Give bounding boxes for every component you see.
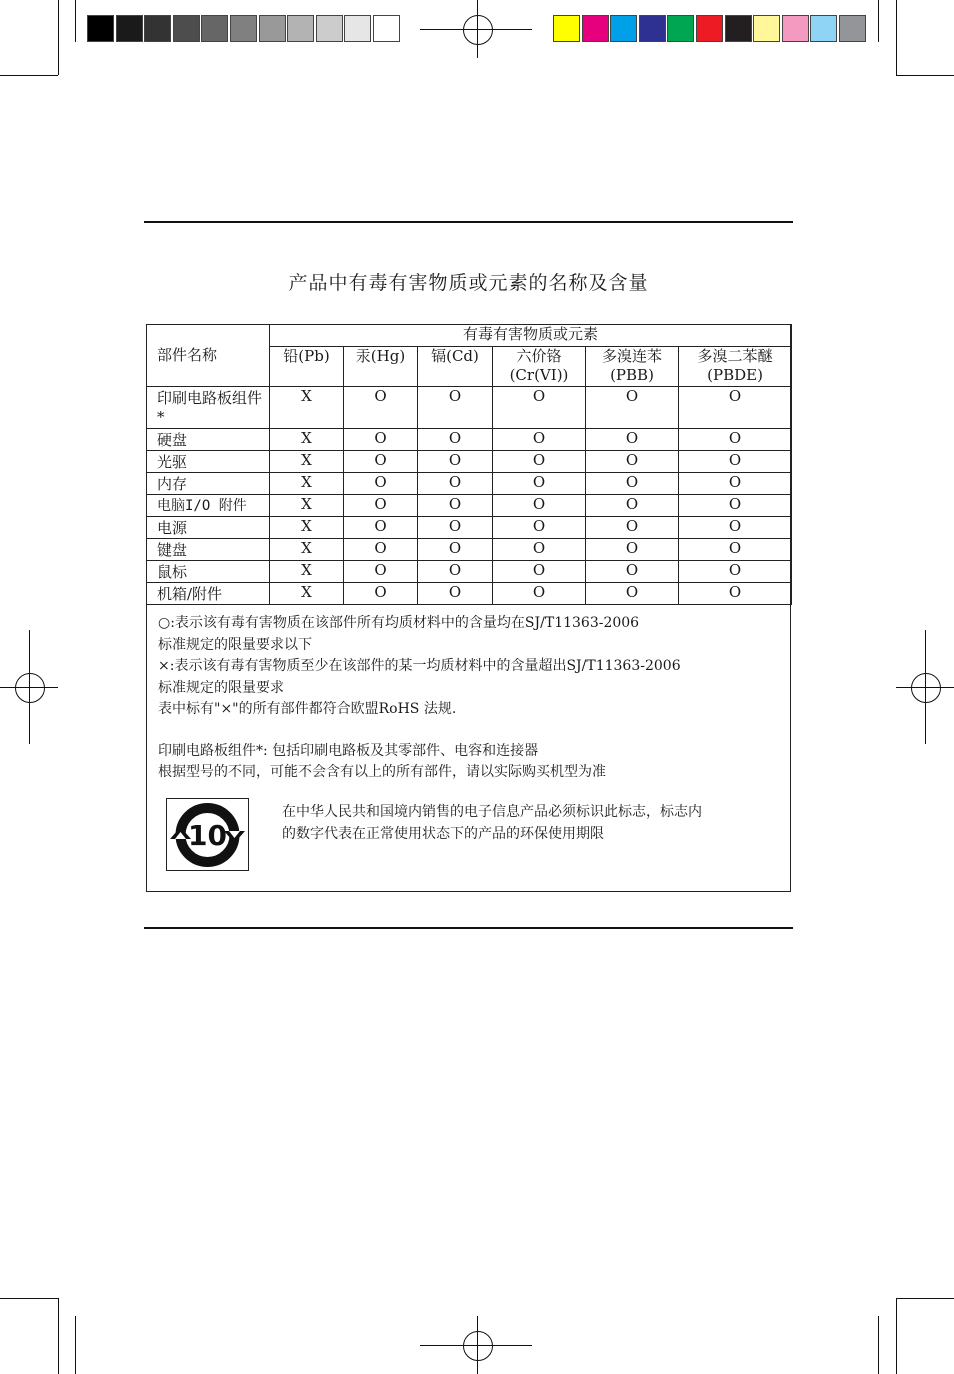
substance-value-cell: O [418,561,493,583]
registration-target-icon [463,15,493,45]
part-name-cell: 键盘 [147,539,270,561]
hazardous-substances-table [146,324,792,605]
page-title: 产品中有毒有害物质或元素的名称及含量 [288,272,649,294]
substance-value-cell: O [418,387,493,429]
substance-value-cell: O [344,517,418,539]
substance-value-cell: O [586,561,679,583]
substance-value-cell: O [586,517,679,539]
substance-header [344,347,418,387]
crop-mark [75,0,76,42]
table-row [147,495,792,517]
substance-value-cell: O [586,473,679,495]
table-row [147,387,792,429]
efup-text-line: 在中华人民共和国境内销售的电子信息产品必须标识此标志，标志内 [282,804,702,820]
substance-value-cell: X [270,473,344,495]
substance-value-cell: X [270,517,344,539]
gray-swatch [230,15,257,42]
substance-value-cell: O [344,387,418,429]
table-row [147,429,792,451]
gray-swatch [287,15,314,42]
substance-value-cell: O [586,429,679,451]
substance-symbol: (PBDE) [707,366,763,384]
substance-value-cell: O [493,539,586,561]
note-line: ○:表示该有毒有害物质在该部件所有均质材料中的含量均在SJ/T11363-2006 [158,615,640,631]
logo-number: 10 [188,819,227,852]
gray-swatch [144,15,171,42]
color-swatch [667,15,694,42]
part-name-cell: 内存 [147,473,270,495]
part-name-cell: 光驱 [147,451,270,473]
part-name-cell: 鼠标 [147,561,270,583]
substance-header [586,347,679,387]
substance-symbol: (PBB) [610,366,654,384]
substance-value-cell: O [344,539,418,561]
spacer [158,721,783,741]
substance-value-cell: O [586,387,679,429]
substance-header [679,347,792,387]
table-row [147,451,792,473]
gray-swatch [316,15,343,42]
substance-value-cell: X [270,583,344,605]
legend-notes [158,613,783,721]
substance-value-cell: O [493,517,586,539]
substance-header [270,347,344,387]
substance-name: 镉(Cd) [431,347,479,365]
part-name-header: 部件名称 [147,325,270,387]
gray-swatch [259,15,286,42]
substance-name: 六价铬 [516,347,562,365]
gray-swatch [116,15,143,42]
part-name-cell: 硬盘 [147,429,270,451]
substance-value-cell: O [344,473,418,495]
top-rule [144,221,793,223]
color-swatch [810,15,837,42]
pcb-note-line: 印刷电路板组件*: 包括印刷电路板及其零部件、电容和连接器 [158,742,539,759]
substance-value-cell: O [493,429,586,451]
substance-value-cell: O [679,429,792,451]
substance-value-cell: O [679,583,792,605]
color-swatch [696,15,723,42]
substance-value-cell: O [344,495,418,517]
pcb-notes [158,741,783,784]
table-row [147,539,792,561]
gray-swatch [201,15,228,42]
substance-value-cell: O [344,561,418,583]
note-line: ×:表示该有毒有害物质至少在该部件的某一均质材料中的含量超出SJ/T11363-2006 [158,658,681,674]
gray-swatch [373,15,400,42]
substance-name: 铅(Pb) [283,347,330,365]
color-swatch [610,15,637,42]
crop-mark [896,75,954,76]
crop-mark [58,0,59,75]
table-body [147,387,792,605]
substance-value-cell: X [270,539,344,561]
substance-value-cell: X [270,451,344,473]
substance-value-cell: X [270,387,344,429]
efup-logo [166,798,249,871]
substance-value-cell: O [493,561,586,583]
color-swatch [639,15,666,42]
color-swatch [553,15,580,42]
substances-group-header: 有毒有害物质或元素 [270,325,792,347]
substance-value-cell: O [679,473,792,495]
crop-mark [0,75,58,76]
substance-value-cell: O [418,583,493,605]
note-line: 标准规定的限量要求 [158,679,284,696]
notes-section [158,613,783,784]
table-row [147,561,792,583]
bottom-rule [144,927,793,929]
gray-swatch [344,15,371,42]
substance-value-cell: O [418,495,493,517]
color-swatch [753,15,780,42]
table-row [147,517,792,539]
substance-header [493,347,586,387]
registration-target-icon [463,1331,493,1361]
crop-mark [878,0,879,42]
substance-value-cell: X [270,561,344,583]
substance-value-cell: O [586,495,679,517]
registration-target-icon [15,673,45,703]
crop-mark [896,1298,897,1374]
registration-target-icon [911,673,941,703]
substance-value-cell: O [493,451,586,473]
substance-value-cell: O [679,561,792,583]
color-swatch [839,15,866,42]
efup-text-line: 的数字代表在正常使用状态下的产品的环保使用期限 [282,826,604,842]
substance-name: 多溴连苯 [601,347,662,365]
substance-value-cell: O [493,583,586,605]
substance-name: 汞(Hg) [355,347,406,365]
color-swatch [725,15,752,42]
efup-description [282,801,782,845]
recycling-period-icon [167,799,248,870]
crop-mark [75,1316,76,1374]
crop-mark [896,1298,954,1299]
substance-value-cell: O [493,495,586,517]
color-swatch [582,15,609,42]
substance-value-cell: O [679,517,792,539]
substance-value-cell: O [418,451,493,473]
part-name-cell: 电源 [147,517,270,539]
substance-value-cell: O [418,473,493,495]
substance-value-cell: O [418,517,493,539]
crop-mark [58,1298,59,1374]
substance-value-cell: X [270,495,344,517]
gray-swatch [87,15,114,42]
table-row [147,583,792,605]
substance-value-cell: O [679,539,792,561]
substance-header [418,347,493,387]
substance-value-cell: O [493,387,586,429]
substance-name: 多溴二苯醚 [697,347,773,365]
table-row [147,473,792,495]
substance-value-cell: O [679,387,792,429]
substance-symbol: (Cr(VI)) [509,366,569,384]
color-swatch [782,15,809,42]
substance-value-cell: O [679,495,792,517]
part-name-cell: 电脑I/O 附件 [147,495,270,517]
substance-value-cell: O [344,583,418,605]
pcb-note-line: 根据型号的不同，可能不会含有以上的所有部件，请以实际购买机型为准 [158,764,606,780]
substance-value-cell: O [344,451,418,473]
substance-value-cell: X [270,429,344,451]
crop-mark [878,1316,879,1374]
note-line: 表中标有"×"的所有部件都符合欧盟RoHS 法规. [158,701,457,717]
substance-value-cell: O [586,539,679,561]
substance-value-cell: O [418,539,493,561]
substance-value-cell: O [344,429,418,451]
crop-mark [896,0,897,75]
part-name-cell: 印刷电路板组件* [147,387,270,429]
crop-mark [0,1298,58,1299]
substance-value-cell: O [586,583,679,605]
substance-value-cell: O [586,451,679,473]
gray-swatch [173,15,200,42]
part-name-cell: 机箱/附件 [147,583,270,605]
table-header-row [147,325,792,347]
note-line: 标准规定的限量要求以下 [158,636,312,653]
substance-value-cell: O [493,473,586,495]
substance-value-cell: O [679,451,792,473]
substance-value-cell: O [418,429,493,451]
